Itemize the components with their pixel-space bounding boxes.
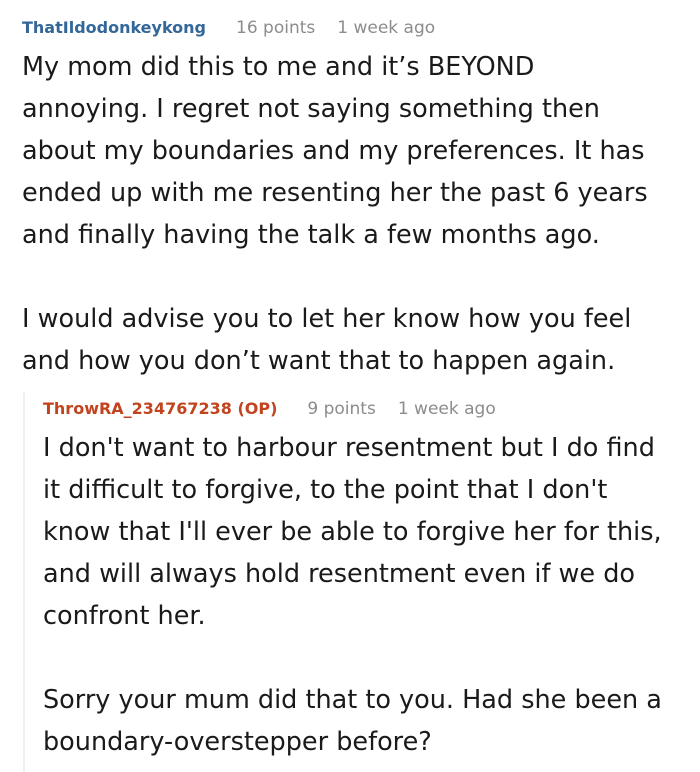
comment-meta [22,18,692,42]
comment-body [22,46,692,382]
comment-paragraph: My mom did this to me and it’s BEYOND annoying. I regret not saying something then about my boundaries and my preferences. It has ended up with me resenting her the past 6 years and finally having the talk a few months ago. [22,52,648,250]
comment-points: 16 points [236,18,316,38]
thread-line [23,392,25,772]
comment-points: 9 points [307,399,376,419]
reply-comment [43,399,693,763]
comment [22,18,692,382]
comment-paragraph: I don't want to harbour resentment but I do find it difficult to forgive, to the point that I don't know that I'll ever be able to forgive her for this, and will always hold resentment even if we do confront her. [43,433,662,631]
comment-paragraph: I would advise you to let her know how you feel and how you don’t want that to happen again. [22,304,632,376]
comment-paragraph: Sorry your mum did that to you. Had she been a boundary-overstepper before? [43,685,662,757]
comment-author-link[interactable]: ThatIldodonkeykong [22,18,207,37]
comment-timestamp[interactable]: 1 week ago [397,399,496,419]
comment-timestamp[interactable]: 1 week ago [337,18,436,38]
comment-author-link[interactable]: ThrowRA_234767238 (OP) [43,399,278,418]
comment-meta [43,399,693,423]
comment-body [43,427,693,763]
